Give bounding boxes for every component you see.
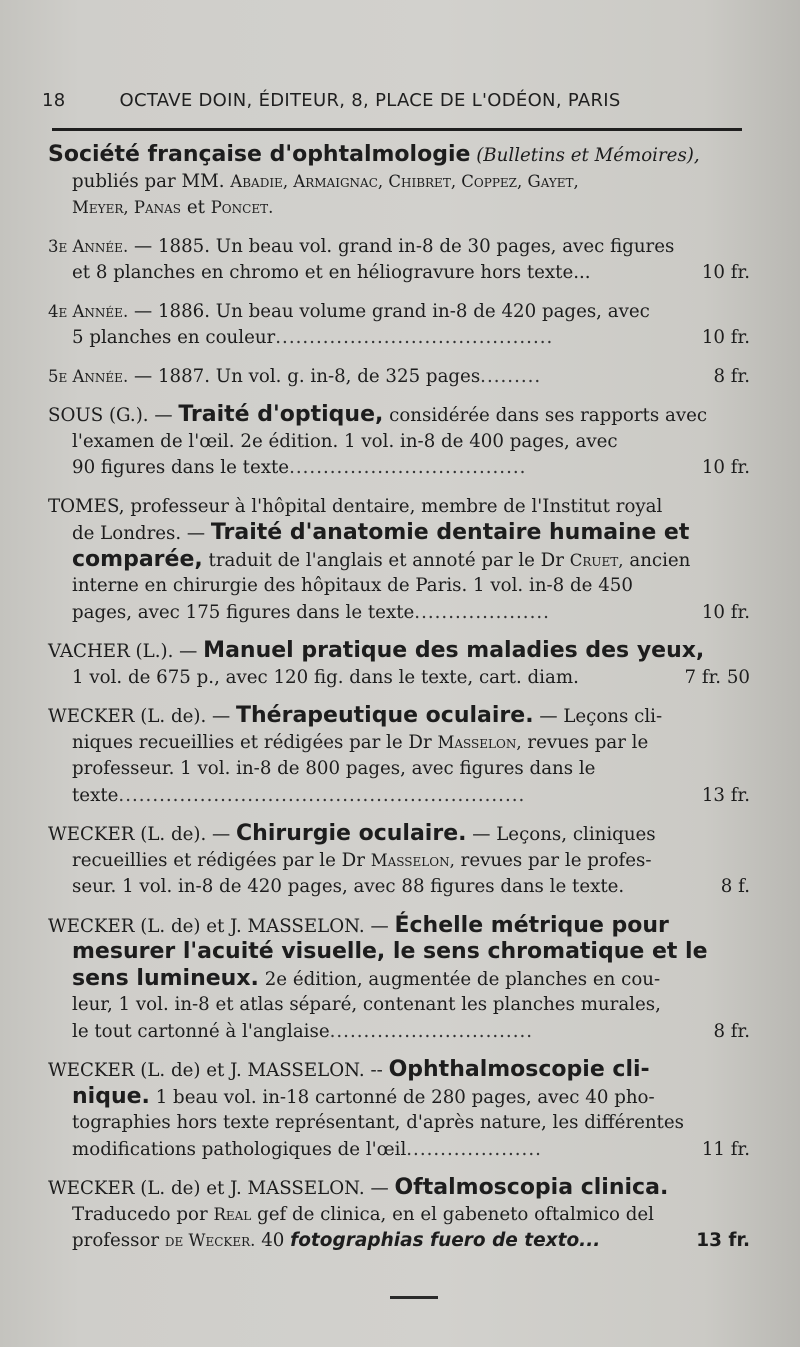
catalogue-listing xyxy=(48,142,750,1267)
running-header xyxy=(42,90,682,111)
entry-subtitle: (Bulletins et Mémoires), xyxy=(476,145,700,166)
entry-title: Échelle métrique pour xyxy=(394,912,669,938)
entry-wecker-chirurgie: WECKER (L. de). — Chirurgie oculaire. — Leçons, cliniques recueillies et rédigées par le Dr Masselon, revues par le profes- seur. 1 vol. in-8 de 420 pages, avec 88 figures dans le texte. 8 f. xyxy=(48,821,750,901)
author: SOUS (G.). — xyxy=(48,405,173,426)
header-rule xyxy=(52,128,742,131)
entry-wecker-echelle-metrique: WECKER (L. de) et J. MASSELON. — Échelle métrique pour mesurer l'acuité visuelle, le sens chromatique et le sens lumineux. 2e édition, augmentée de planches en cou- leur, 1 vol. in-8 et atlas séparé, contenant les planches murales, le tout cartonné à l'anglaise.............................. 8 fr. xyxy=(48,913,750,1046)
entry-title: Chirurgie oculaire. xyxy=(236,821,467,846)
price: 10 fr. xyxy=(701,327,750,348)
entry-title: Traité d'anatomie dentaire humaine et xyxy=(210,520,690,545)
entry-wecker-oftalmoscopia: WECKER (L. de) et J. MASSELON. — Oftalmoscopia clinica. Traducedo por Real gef de clinica, en el gabeneto oftalmico del professor de Wecker. 40 fotographias fuero de texto... 13 fr. xyxy=(48,1175,750,1255)
price: 10 fr. xyxy=(701,262,750,283)
price: 11 fr. xyxy=(701,1138,750,1160)
entry-title: Société française d'ophtalmologie xyxy=(48,142,471,167)
entry-title: Traité d'optique, xyxy=(178,402,384,427)
price: 10 fr. xyxy=(701,601,750,623)
printer-mark xyxy=(390,1296,438,1299)
entry-annee-4: 4e Année. — 1886. Un beau volume grand in-8 de 420 pages, avec 5 planches en couleur......................................... 10 fr. xyxy=(48,299,750,352)
year-label: 4e Année. xyxy=(48,301,129,321)
entry-societe-francaise: Société française d'ophtalmologie (Bulletins et Mémoires), publiés par MM. Abadie, Armaignac, Chibret, Coppez, Gayet, Meyer, Panas et Poncet. xyxy=(48,142,700,218)
entry-title: Manuel pratique des maladies des yeux, xyxy=(203,638,705,663)
price: 8 f. xyxy=(720,876,750,897)
author: WECKER (L. de). — xyxy=(48,824,231,845)
entry-title: Thérapeutique oculaire. xyxy=(236,703,534,728)
entry-annee-5: 5e Année. — 1887. Un vol. g. in-8, de 325 pages......... 8 fr. xyxy=(48,364,750,391)
price: 8 fr. xyxy=(713,1020,750,1042)
page-number: 18 xyxy=(42,90,66,111)
entry-tomes-anatomie-dentaire: TOMES, professeur à l'hôpital dentaire, membre de l'Institut royal de Londres. — Traité d'anatomie dentaire humaine et comparée, traduit de l'anglais et annoté par le Dr Cruet, ancien interne en chirurgie des hôpitaux de Paris. 1 vol. in-8 de 450 pages, avec 175 figures dans le texte.................... 10 fr. xyxy=(48,494,750,627)
price: 13 fr. xyxy=(696,1230,750,1251)
price: 13 fr. xyxy=(701,784,750,806)
author: WECKER (L. de) et J. MASSELON. — xyxy=(48,1178,389,1199)
entry-title: Oftalmoscopia clinica. xyxy=(394,1175,669,1200)
entry-annee-3: 3e Année. — 1885. Un beau vol. grand in-8 de 30 pages, avec figures et 8 planches en chromo et en héliogravure hors texte... 10 fr. xyxy=(48,234,750,287)
entry-wecker-ophthalmoscopie: WECKER (L. de) et J. MASSELON. -- Ophthalmoscopie cli- nique. 1 beau vol. in-18 cartonné de 280 pages, avec 40 pho- tographies hors texte représentant, d'après nature, les différentes modifications pathologiques de l'œil.................... 11 fr. xyxy=(48,1057,750,1163)
entry-title: Ophthalmoscopie cli- xyxy=(388,1057,650,1082)
price: 7 fr. 50 xyxy=(684,666,750,688)
author: WECKER (L. de). — xyxy=(48,706,231,727)
price: 8 fr. xyxy=(713,365,750,387)
entry-wecker-therapeutique: WECKER (L. de). — Thérapeutique oculaire. — Leçons cli- niques recueillies et rédigées par le Dr Masselon, revues par le professeur. 1 vol. in-8 de 800 pages, avec figures dans le texte............................................................ 13 fr. xyxy=(48,703,750,809)
author: WECKER (L. de) et J. MASSELON. — xyxy=(48,915,389,937)
entry-vacher-manuel: VACHER (L.). — Manuel pratique des maladies des yeux, 1 vol. de 675 p., avec 120 fig. dans le texte, cart. diam. 7 fr. 50 xyxy=(48,638,750,691)
year-label: 3e Année. xyxy=(48,236,129,256)
price: 10 fr. xyxy=(701,457,750,478)
author-names: Abadie, Armaignac, Chibret, Coppez, Gayet, xyxy=(230,171,579,191)
year-label: 5e Année. xyxy=(48,366,129,386)
author: WECKER (L. de) et J. MASSELON. -- xyxy=(48,1060,383,1081)
author: VACHER (L.). — xyxy=(48,641,198,662)
entry-sous-traite-optique: SOUS (G.). — Traité d'optique, considérée dans ses rapports avec l'examen de l'œil. 2e édition. 1 vol. in-8 de 400 pages, avec 90 figures dans le texte................................... 10 fr. xyxy=(48,402,750,482)
running-title: OCTAVE DOIN, ÉDITEUR, 8, PLACE DE L'ODÉON, PARIS xyxy=(119,90,621,111)
